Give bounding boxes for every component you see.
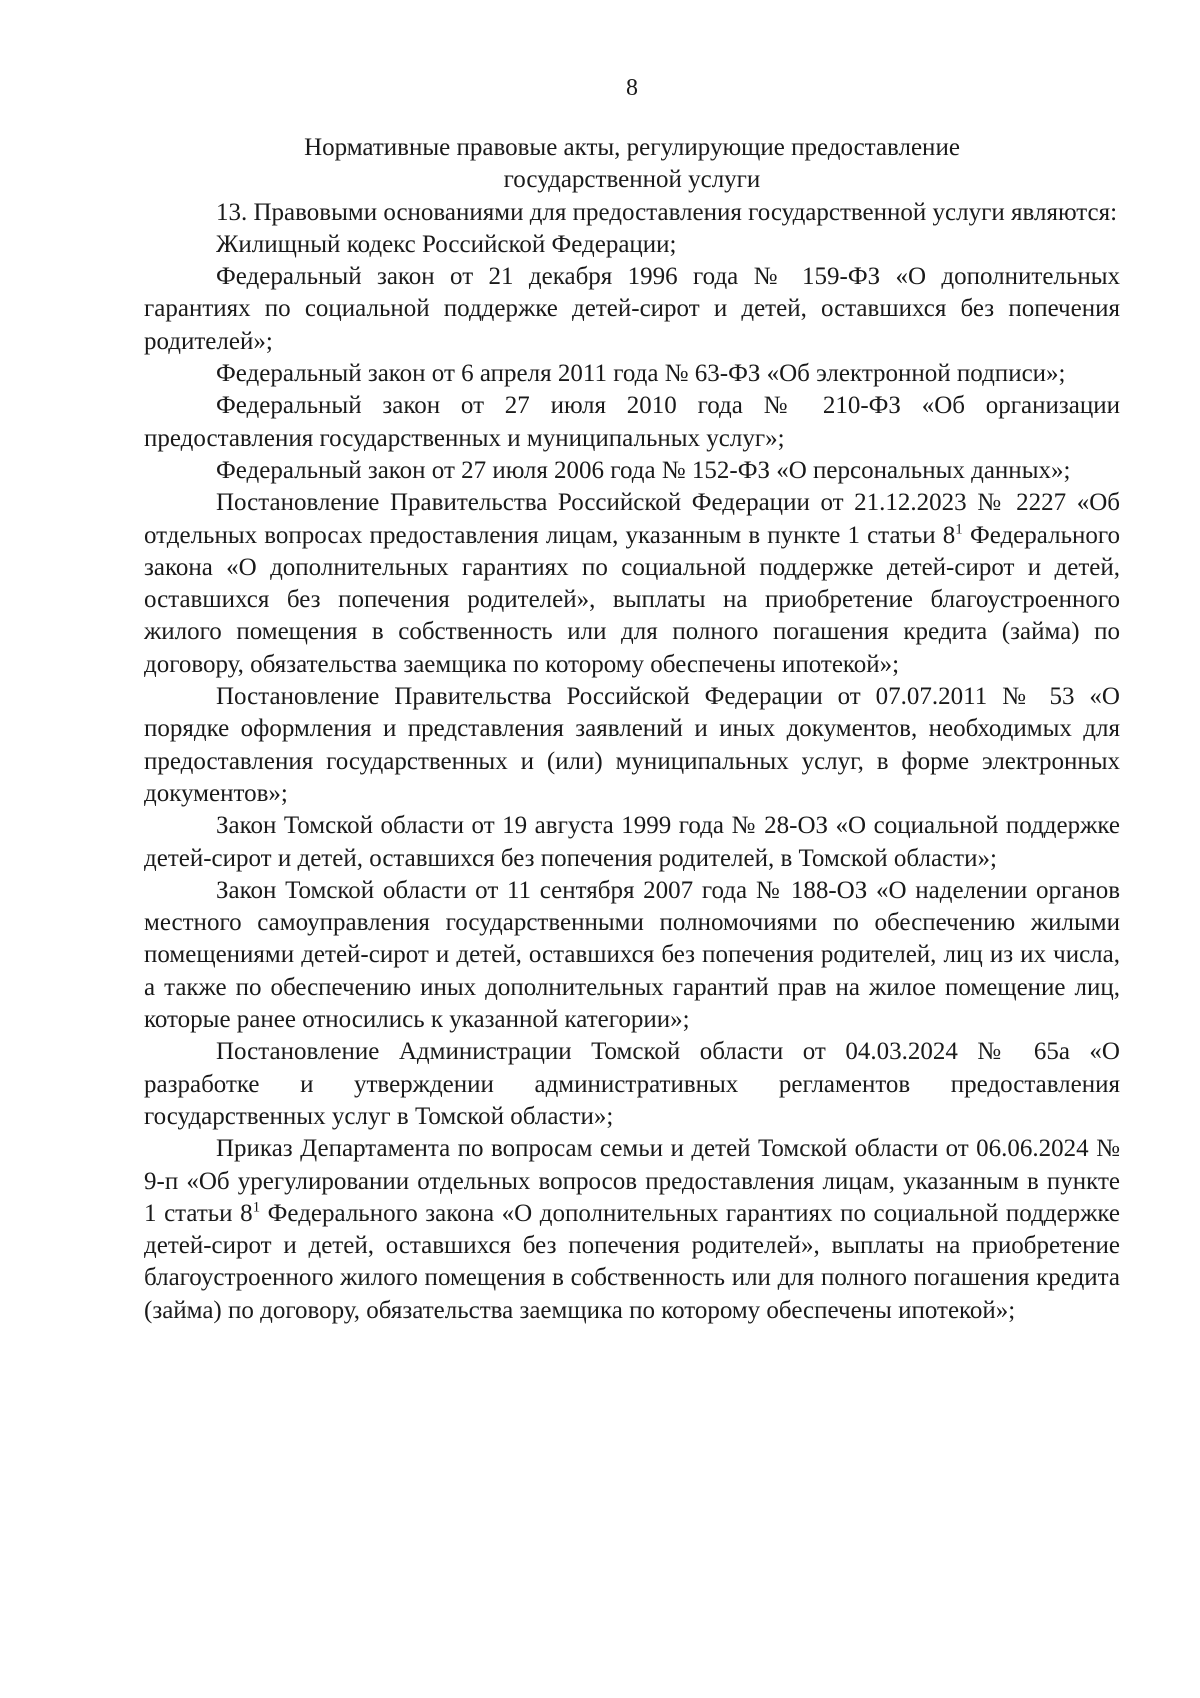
paragraph-order-9p: [144, 1133, 1120, 1327]
paragraph-law-159fz: Федеральный закон от 21 декабря 1996 года № 159-ФЗ «О дополнительных гарантиях по социальной поддержке детей-сирот и детей, оставшихся без попечения родителей»;: [144, 263, 1120, 355]
paragraph-resolution-53: Постановление Правительства Российской Федерации от 07.07.2011 № 53 «О порядке оформления и представления заявлений и иных документов, необходимых для предоставления государственных и (или) муниципальных услуг, в форме электронных документов»;: [144, 683, 1120, 807]
paragraph-tomsk-law-188oz: Закон Томской области от 11 сентября 2007 года № 188-ОЗ «О наделении органов местного самоуправления государственными полномочиями по обеспечению жилыми помещениями детей-сирот и детей, оставшихся без попечения родителей, лиц из их числа, а также по обеспечению иных дополнительных гарантий прав на жилое помещение лиц, которые ранее относились к указанной категории»;: [144, 876, 1120, 1034]
section-heading-line-2: государственной услуги: [503, 166, 761, 194]
paragraph-resolution-2227-text-a: Постановление Правительства Российской Федерации от 21.12.2023 № 2227 «Об отдельных вопросах предоставления лицам, указанным в пункте 1 статьи 8: [144, 489, 1120, 549]
paragraph-tomsk-resolution-65a: Постановление Администрации Томской области от 04.03.2024 № 65а «О разработке и утверждении административных регламентов предоставления государственных услуг в Томской области»;: [144, 1038, 1120, 1130]
paragraph-resolution-2227-text-b: Федерального закона «О дополнительных гарантиях по социальной поддержке детей-сирот и детей, оставшихся без попечения родителей», выплаты на приобретение благоустроенного жилого помещения в собственность или для полного погашения кредита (займа) по договору, обязательства заемщика по которому обеспечены ипотекой»;: [144, 521, 1120, 678]
superscript-mark: 1: [252, 1199, 261, 1216]
section-heading: [144, 132, 1120, 197]
superscript-mark: 1: [955, 521, 963, 538]
document-page: [144, 72, 1120, 1327]
paragraph-law-63fz: Федеральный закон от 6 апреля 2011 года № 63-ФЗ «Об электронной подписи»;: [216, 360, 1066, 388]
page-number: 8: [626, 75, 638, 101]
paragraph-order-9p-text-a: Приказ Департамента по вопросам семьи и детей Томской области от 06.06.2024 № 9-п «Об урегулировании отдельных вопросов предоставления лицам, указанным в пункте 1 статьи 8: [144, 1135, 1120, 1227]
paragraph-law-152fz: Федеральный закон от 27 июля 2006 года № 152-ФЗ «О персональных данных»;: [216, 456, 1071, 484]
paragraph-order-9p-text-b: Федерального закона «О дополнительных гарантиях по социальной поддержке детей-сирот и детей, оставшихся без попечения родителей», выплаты на приобретение благоустроенного жилого помещения в собственность или для полного погашения кредита (займа) по договору, обязательства заемщика по которому обеспечены ипотекой»;: [144, 1199, 1120, 1324]
paragraph-tomsk-law-28oz: Закон Томской области от 19 августа 1999 года № 28-ОЗ «О социальной поддержке детей-сирот и детей, оставшихся без попечения родителей, в Томской области»;: [144, 812, 1120, 872]
paragraph-resolution-2227: [144, 487, 1120, 681]
section-heading-line-1: Нормативные правовые акты, регулирующие предоставление: [304, 134, 960, 161]
paragraph-item-13: 13. Правовыми основаниями для предоставления государственной услуги являются:: [216, 198, 1118, 226]
paragraph-law-210fz: Федеральный закон от 27 июля 2010 года № 210-ФЗ «Об организации предоставления государственных и муниципальных услуг»;: [144, 392, 1120, 452]
paragraph-housing-code: Жилищный кодекс Российской Федерации;: [216, 230, 677, 258]
